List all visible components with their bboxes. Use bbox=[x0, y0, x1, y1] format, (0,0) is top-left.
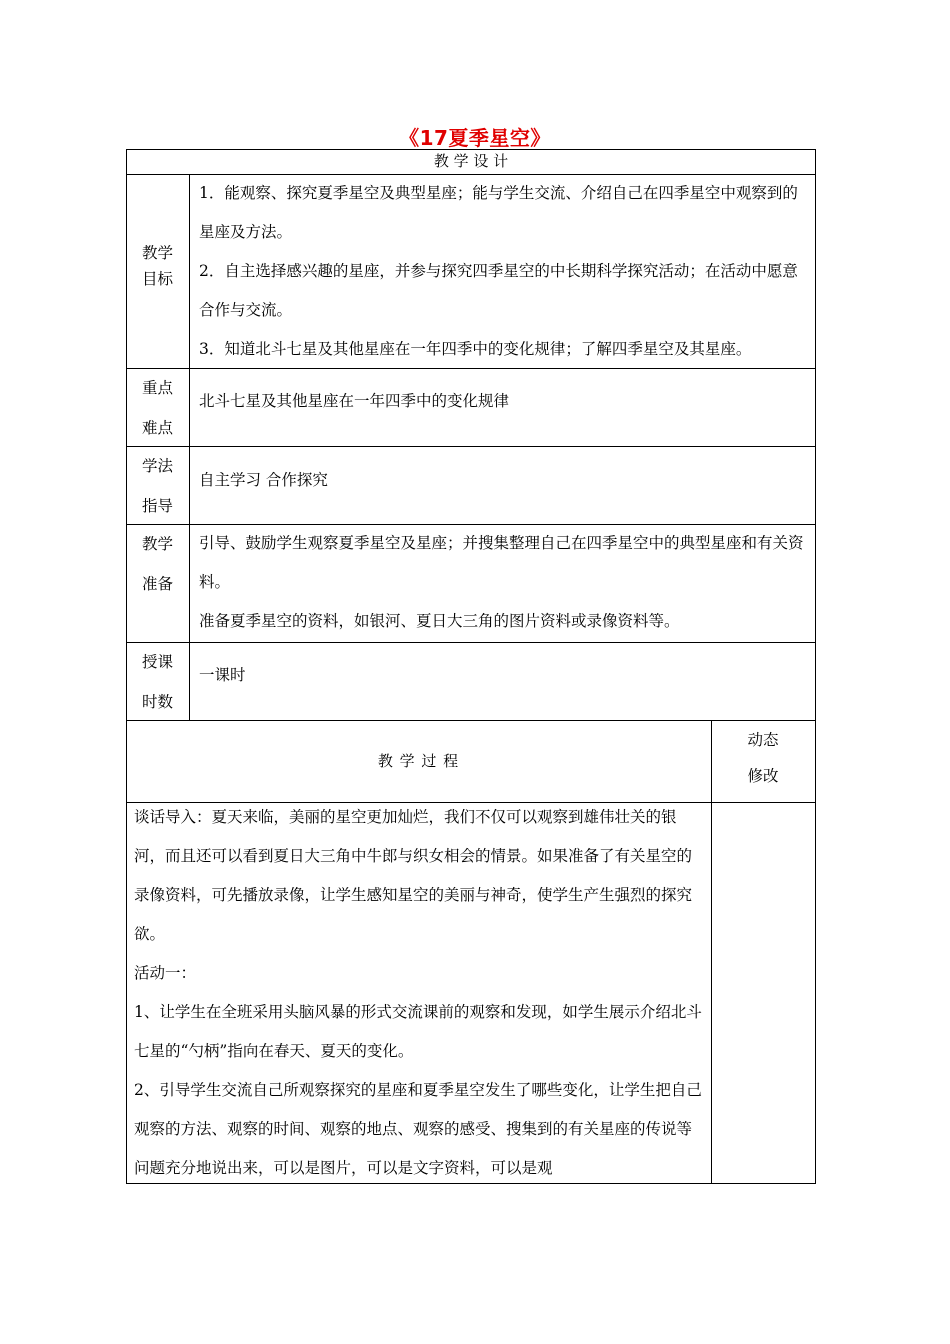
method-label-text: 学法指导 bbox=[142, 457, 174, 515]
table-border bbox=[815, 149, 816, 1183]
hours-label bbox=[126, 642, 189, 720]
process-content bbox=[134, 798, 704, 1183]
hours-label-text: 授课时数 bbox=[142, 653, 174, 711]
process-paragraph: 谈话导入：夏天来临，美丽的星空更加灿烂，我们不仅可以观察到雄伟壮关的银河，而且还可以看到夏日大三角中牛郎与织女相会的情景。如果准备了有关星空的录像资料，可先播放录像，让学生感知星空的美丽与神奇，使学生产生强烈的探究欲。 bbox=[134, 808, 693, 943]
dynamic-edit-label: 动态修改 bbox=[747, 731, 779, 785]
key-points-label-text: 重点难点 bbox=[142, 379, 174, 437]
preparation-item: 引导、鼓励学生观察夏季星空及星座；并搜集整理自己在四季星空中的典型星座和有关资料。 bbox=[199, 534, 804, 591]
table-divider bbox=[126, 642, 816, 643]
design-header-label: 教 学 设 计 bbox=[433, 152, 509, 170]
key-points-text: 北斗七星及其他星座在一年四季中的变化规律 bbox=[199, 392, 510, 410]
design-header bbox=[126, 149, 816, 174]
method-label bbox=[126, 446, 189, 524]
method-text: 自主学习 合作探究 bbox=[199, 471, 328, 489]
goal-item: 3．知道北斗七星及其他星座在一年四季中的变化规律；了解四季星空及其星座。 bbox=[199, 340, 752, 358]
label-column-divider bbox=[189, 174, 190, 720]
hours-content bbox=[199, 656, 811, 696]
table-divider bbox=[126, 446, 816, 447]
table-border bbox=[126, 1183, 816, 1184]
process-header bbox=[126, 720, 711, 802]
preparation-content bbox=[199, 524, 811, 642]
process-paragraph: 1、让学生在全班采用头脑风暴的形式交流课前的观察和发现，如学生展示介绍北斗七星的“勺柄”指向在春天、夏天的变化。 bbox=[134, 1003, 702, 1060]
key-points-label bbox=[126, 368, 189, 446]
dynamic-edit-header bbox=[711, 722, 815, 800]
goals-label bbox=[126, 240, 189, 300]
goal-item: 1．能观察、探究夏季星空及典型星座；能与学生交流、介绍自己在四季星空中观察到的星座及方法。 bbox=[199, 184, 798, 241]
process-paragraph: 2、引导学生交流自己所观察探究的星座和夏季星空发生了哪些变化，让学生把自己观察的方法、观察的时间、观察的地点、观察的感受、搜集到的有关星座的传说等问题充分地说出来，可以是图片，可以是文字资料，可以是观 bbox=[134, 1081, 702, 1177]
key-points-content bbox=[199, 382, 811, 422]
document-title: 《17夏季星空》 bbox=[399, 126, 551, 150]
preparation-item: 准备夏季星空的资料，如银河、夏日大三角的图片资料或录像资料等。 bbox=[199, 612, 680, 630]
preparation-label-text: 教学准备 bbox=[142, 535, 174, 593]
goals-label-text: 教学目标 bbox=[141, 244, 173, 288]
hours-text: 一课时 bbox=[199, 666, 246, 684]
goal-item: 2．自主选择感兴趣的星座，并参与探究四季星空的中长期科学探究活动；在活动中愿意合作与交流。 bbox=[199, 262, 798, 319]
preparation-label bbox=[126, 524, 189, 642]
process-paragraph: 活动一： bbox=[134, 964, 197, 982]
method-content bbox=[199, 461, 811, 501]
process-header-label: 教 学 过 程 bbox=[377, 752, 460, 770]
goals-content bbox=[199, 174, 811, 368]
